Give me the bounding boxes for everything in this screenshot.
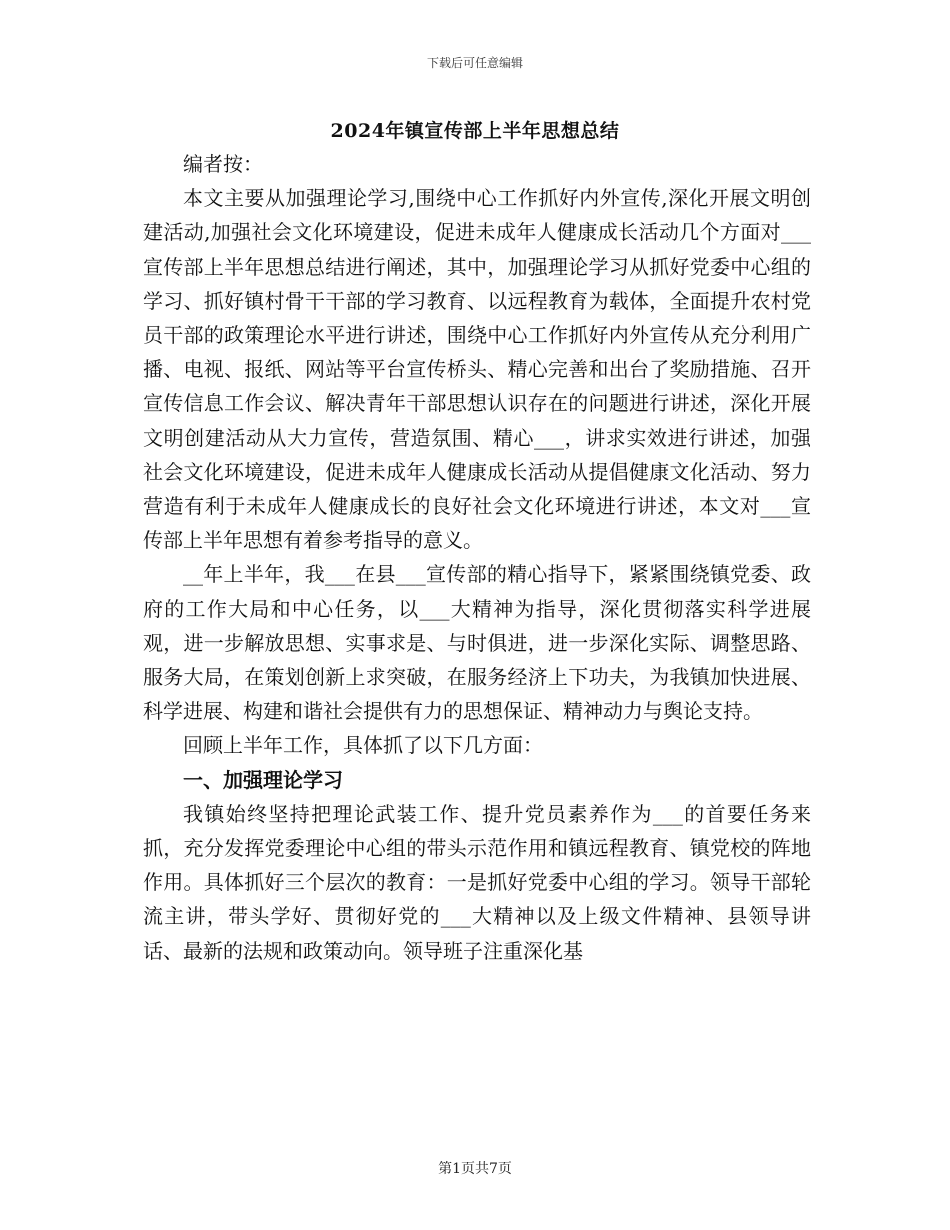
section-heading: 一、加强理论学习 — [183, 767, 343, 792]
paragraph-review: 回顾上半年工作，具体抓了以下几方面： — [183, 733, 543, 758]
header-note: 下载后可任意编辑 — [426, 56, 523, 70]
section-paragraph: 我镇始终坚持把理论武装工作、提升党员素养作为___的首要任务来抓，充分发挥党委理论中心组的带头示范作用和镇远程教育、镇党校的阵地作用。具体抓好三个层次的教育：一是抓好党委中心组的学习。领导干部轮流主讲，带头学好、贯彻好党的___大精神以及上级文件精神、县领导讲话、最新的法规和政策动向。领导班子注重深化基 — [143, 801, 811, 963]
editor-label: 编者按： — [183, 152, 263, 176]
document-title: 2024年镇宣传部上半年思想总结 — [330, 120, 620, 142]
page-number: 第1页共7页 — [438, 1161, 512, 1177]
paragraph-intro: __年上半年，我___在县___宣传部的精心指导下，紧紧围绕镇党委、政府的工作大局和中心任务，以___大精神为指导，深化贯彻落实科学进展观，进一步解放思想、实事求是、与时俱进，进一步深化实际、调整思路、服务大局，在策划创新上求突破，在服务经济上下功夫，为我镇加快进展、科学进展、构建和谐社会提供有力的思想保证、精神动力与舆论支持。 — [143, 562, 811, 724]
document-body — [143, 147, 811, 968]
paragraph-summary: 本文主要从加强理论学习,围绕中心工作抓好内外宣传,深化开展文明创建活动,加强社会文化环境建设，促进未成年人健康成长活动几个方面对___宣传部上半年思想总结进行阐述，其中，加强理论学习从抓好党委中心组的学习、抓好镇村骨干干部的学习教育、以远程教育为载体，全面提升农村党员干部的政策理论水平进行讲述，围绕中心工作抓好内外宣传从充分利用广播、电视、报纸、网站等平台宣传桥头、精心完善和出台了奖励措施、召开宣传信息工作会议、解决青年干部思想认识存在的问题进行讲述，深化开展文明创建活动从大力宣传，营造氛围、精心___，讲求实效进行讲述，加强社会文化环境建设，促进未成年人健康成长活动从提倡健康文化活动、努力营造有利于未成年人健康成长的良好社会文化环境进行讲述，本文对___宣传部上半年思想有着参考指导的意义。 — [143, 186, 811, 553]
